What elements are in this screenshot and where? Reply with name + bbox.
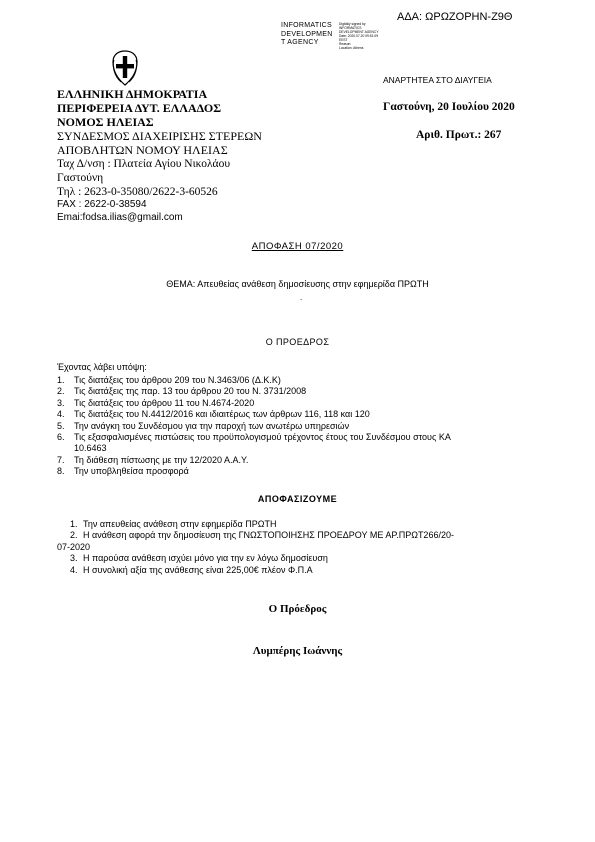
signature-detail-line: Date: 2020.07.20 09:51:09 — [339, 34, 379, 38]
signature-detail-line: Location: Athens — [339, 46, 364, 50]
signature-name: Λυμπέρης Ιωάννης — [252, 645, 343, 657]
telephone: Τηλ : 2623-0-35080/2622-3-60526 — [57, 186, 218, 198]
logo-line: INFORMATICS — [281, 22, 333, 29]
president-heading: Ο ΠΡΟΕΔΡΟΣ — [265, 337, 330, 347]
list-item: 1. Τις διατάξεις του άρθρου 209 του Ν.3463/06 (Δ.Κ.Κ) — [57, 375, 281, 385]
decision-title: ΑΠΟΦΑΣΗ 07/2020 — [251, 241, 344, 252]
signature-detail-line: Digitally signed by — [339, 22, 366, 26]
signature-detail-line: EEST — [339, 38, 348, 42]
list-item: 5. Την ανάγκη του Συνδέσμου για την παροχή των ανωτέρω υπηρεσιών — [57, 420, 350, 431]
list-item: 2. Η ανάθεση αφορά την δημοσίευση της ΓΝΩΣΤΟΠΟΙΗΣΗΣ ΠΡΟΕΔΡΟΥ ΜΕ ΑΡ.ΠΡΩΤ266/20- 07-2020 — [57, 530, 454, 552]
document-date: Γαστούνη, 20 Ιουλίου 2020 — [383, 101, 515, 113]
city: Γαστούνη — [57, 172, 104, 184]
posting-notice: ΑΝΑΡΤΗΤΕΑ ΣΤΟ ΔΙΑΥΓΕΙΑ — [383, 75, 492, 85]
header-region: ΠΕΡΙΦΕΡΕΙΑ ΔΥΤ. ΕΛΛΑΔΟΣ — [57, 101, 222, 115]
header-association: ΣΥΝΔΕΣΜΟΣ ΔΙΑΧΕΙΡΙΣΗΣ ΣΤΕΡΕΩΝ — [57, 129, 262, 143]
signature-detail-line: DEVELOPMENT AGENCY — [339, 30, 379, 34]
decide-heading: ΑΠΟΦΑΣΙΖΟΥΜΕ — [257, 494, 338, 504]
signature-org-name — [281, 22, 333, 48]
list-item: 2. Τις διατάξεις της παρ. 13 του άρθρου 20 του Ν. 3731/2008 — [57, 386, 307, 397]
ada-code: ΑΔΑ: ΩΡΩΖΟΡΗΝ-Ζ9Θ — [397, 11, 513, 23]
address: Ταχ Δ/νση : Πλατεία Αγίου Νικολάου — [57, 158, 231, 170]
subject: ΘΕΜΑ: Απευθείας ανάθεση δημοσίευσης στην εφημερίδα ΠΡΩΤΗ — [166, 279, 429, 289]
greek-coat-of-arms-icon — [111, 50, 139, 86]
email: Emai:fodsa.ilias@gmail.com — [57, 212, 183, 223]
list-item: 3. Η παρούσα ανάθεση ισχύει μόνο για την εν λόγω δημοσίευση — [70, 553, 328, 564]
considerations-intro: Έχοντας λάβει υπόψη: — [57, 362, 147, 372]
protocol-number: Αριθ. Πρωτ.: 267 — [416, 129, 502, 141]
header-country: ΕΛΛΗΝΙΚΗ ΔΗΜΟΚΡΑΤΙΑ — [57, 87, 208, 101]
list-item: 1. Την απευθείας ανάθεση στην εφημερίδα ΠΡΩΤΗ — [70, 519, 277, 529]
logo-line: T AGENCY — [281, 39, 319, 46]
list-item: 3. Τις διατάξεις του άρθρου 11 του Ν.4674-2020 — [57, 397, 255, 408]
digital-signature-stamp — [281, 22, 411, 52]
fax: FAX : 2622-0-38594 — [57, 199, 147, 210]
decisions-list — [57, 519, 550, 576]
considerations-list — [57, 375, 557, 478]
header-prefecture: ΝΟΜΟΣ ΗΛΕΙΑΣ — [57, 115, 154, 129]
list-item: 6. Τις εξασφαλισμένες πιστώσεις του προϋπολογισμού τρέχοντος έτους του Συνδέσμου στους ΚΑ 10.6463 — [57, 432, 451, 454]
list-item: 4. Τις διατάξεις του Ν.4412/2016 και ιδιαιτέρως των άρθρων 116, 118 και 120 — [57, 409, 370, 420]
signature-details — [339, 22, 379, 50]
separator-dot: . — [300, 293, 303, 302]
logo-line: DEVELOPMEN — [281, 30, 333, 38]
list-item: 8. Την υποβληθείσα προσφορά — [57, 466, 189, 477]
signature-detail-line: Reason: — [339, 42, 352, 46]
list-item: 7. Τη διάθεση πίστωσης με την 12/2020 Α.Α.Υ. — [57, 454, 249, 465]
signature-detail-line: INFORMATICS — [339, 26, 362, 30]
signature-title: Ο Πρόεδρος — [268, 603, 327, 615]
list-item: 4. Η συνολική αξία της ανάθεσης είναι 225,00€ πλέον Φ.Π.Α — [70, 564, 313, 575]
header-association-2: ΑΠΟΒΛΗΤΩΝ ΝΟΜΟΥ ΗΛΕΙΑΣ — [57, 143, 228, 157]
